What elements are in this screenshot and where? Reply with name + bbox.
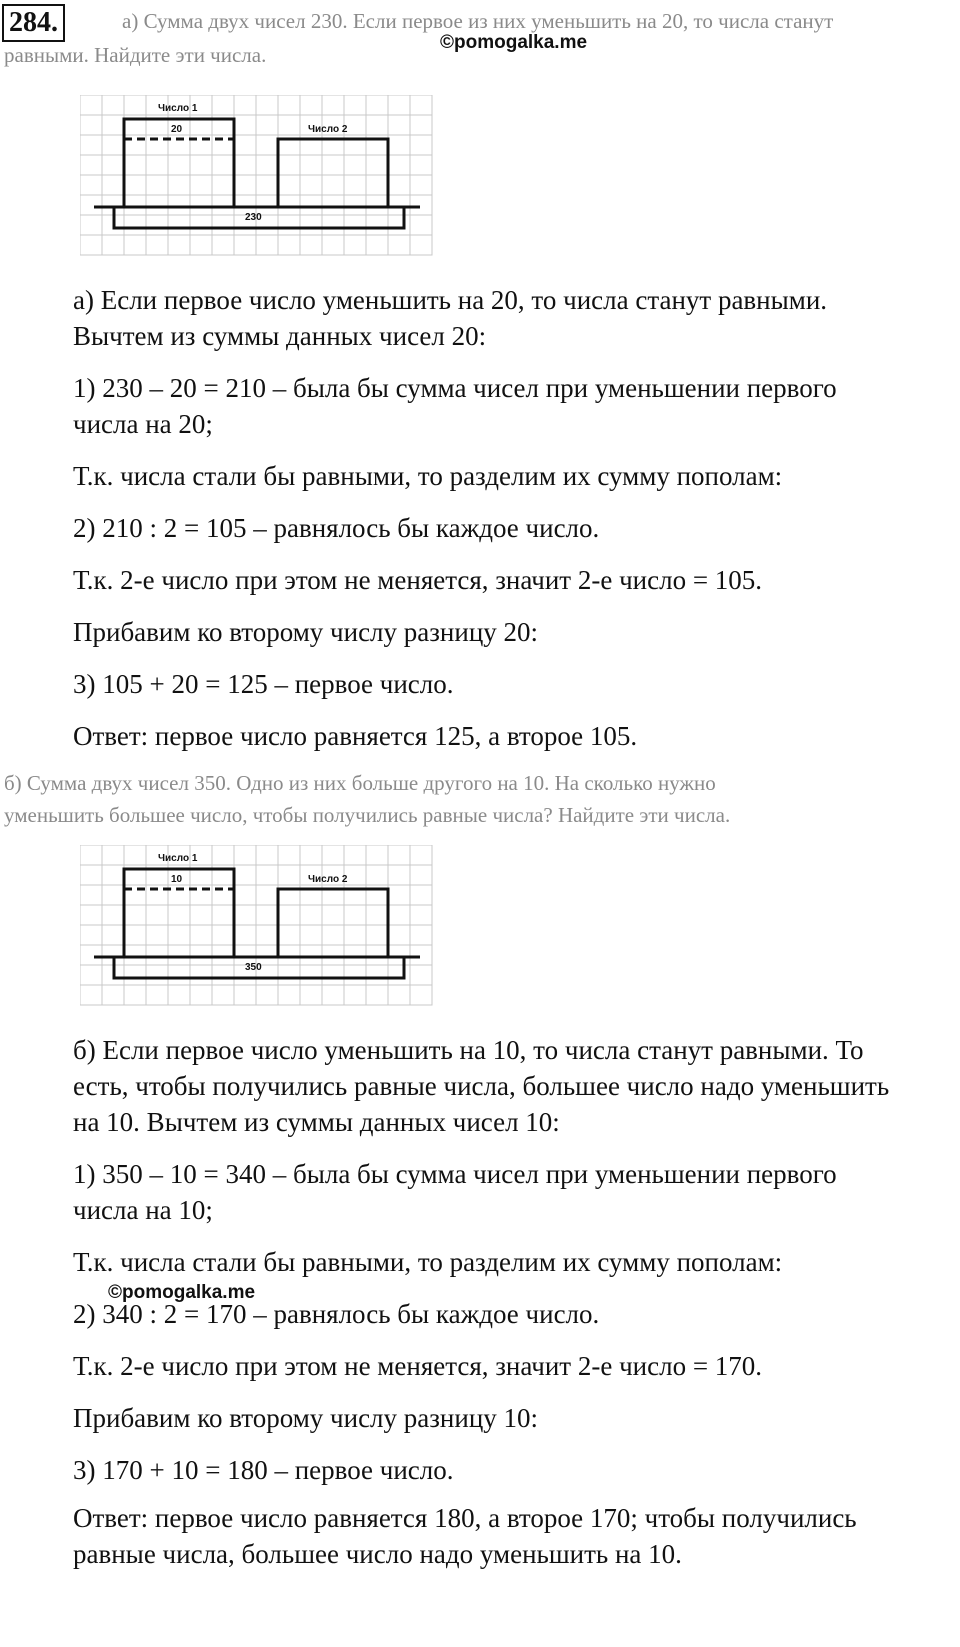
solution-a-line5: Т.к. числа стали бы равными, то разделим их сумму пополам:: [73, 461, 783, 491]
label-number2: Число 2: [308, 874, 348, 885]
task-b-line1: б) Сумма двух чисел 350. Одно из них больше другого на 10. На сколько нужно: [4, 771, 716, 795]
label-sum: 350: [245, 962, 262, 973]
task-a-line2: равными. Найдите эти числа.: [4, 43, 267, 67]
solution-b-line8: Т.к. 2-е число при этом не меняется, значит 2-е число = 170.: [73, 1351, 763, 1381]
label-diff: 20: [171, 124, 183, 135]
label-diff: 10: [171, 874, 183, 885]
solution-a-line9: 3) 105 + 20 = 125 – первое число.: [73, 669, 454, 699]
solution-a-line2: Вычтем из суммы данных чисел 20:: [73, 321, 487, 351]
solution-a-answer: Ответ: первое число равняется 125, а второе 105.: [73, 721, 638, 751]
solution-b-line2: есть, чтобы получились равные числа, большее число надо уменьшить: [73, 1071, 890, 1101]
solution-b-line5: числа на 10;: [73, 1195, 213, 1225]
label-number1: Число 1: [158, 103, 198, 114]
solution-b-line6: Т.к. числа стали бы равными, то разделим их сумму пополам:: [73, 1247, 783, 1277]
solution-a-line6: 2) 210 : 2 = 105 – равнялось бы каждое число.: [73, 513, 600, 543]
watermark-bottom: ©pomogalka.me: [108, 1282, 256, 1303]
figure-a: [80, 95, 440, 260]
solution-b-line10: 3) 170 + 10 = 180 – первое число.: [73, 1455, 454, 1485]
solution-a-line4: числа на 20;: [73, 409, 213, 439]
solution-b-line1: б) Если первое число уменьшить на 10, то числа станут равными. То: [73, 1035, 864, 1065]
task-b-line2: уменьшить большее число, чтобы получились равные числа? Найдите эти числа.: [4, 803, 731, 827]
solution-a-line1: а) Если первое число уменьшить на 20, то числа станут равными.: [73, 285, 828, 315]
label-number1: Число 1: [158, 853, 198, 864]
solution-b-answer-line2: равные числа, большее число надо уменьшить на 10.: [73, 1539, 682, 1569]
solution-b-answer-line1: Ответ: первое число равняется 180, а второе 170; чтобы получились: [73, 1503, 857, 1533]
solution-b-line4: 1) 350 – 10 = 340 – была бы сумма чисел при уменьшении первого: [73, 1159, 837, 1189]
solution-a-line8: Прибавим ко второму числу разницу 20:: [73, 617, 539, 647]
solution-b-line9: Прибавим ко второму числу разницу 10:: [73, 1403, 539, 1433]
task-number: 284.: [2, 4, 65, 42]
solution-b-line3: на 10. Вычтем из суммы данных чисел 10:: [73, 1107, 560, 1137]
task-a-line1: а) Сумма двух чисел 230. Если первое из них уменьшить на 20, то числа станут: [122, 9, 834, 33]
label-sum: 230: [245, 212, 262, 223]
watermark-top: ©pomogalka.me: [440, 32, 588, 53]
label-number2: Число 2: [308, 124, 348, 135]
solution-a-line3: 1) 230 – 20 = 210 – была бы сумма чисел при уменьшении первого: [73, 373, 837, 403]
figure-b: [80, 845, 440, 1010]
solution-a-line7: Т.к. 2-е число при этом не меняется, значит 2-е число = 105.: [73, 565, 763, 595]
solution-b-line7: 2) 340 : 2 = 170 – равнялось бы каждое число.: [73, 1299, 600, 1329]
